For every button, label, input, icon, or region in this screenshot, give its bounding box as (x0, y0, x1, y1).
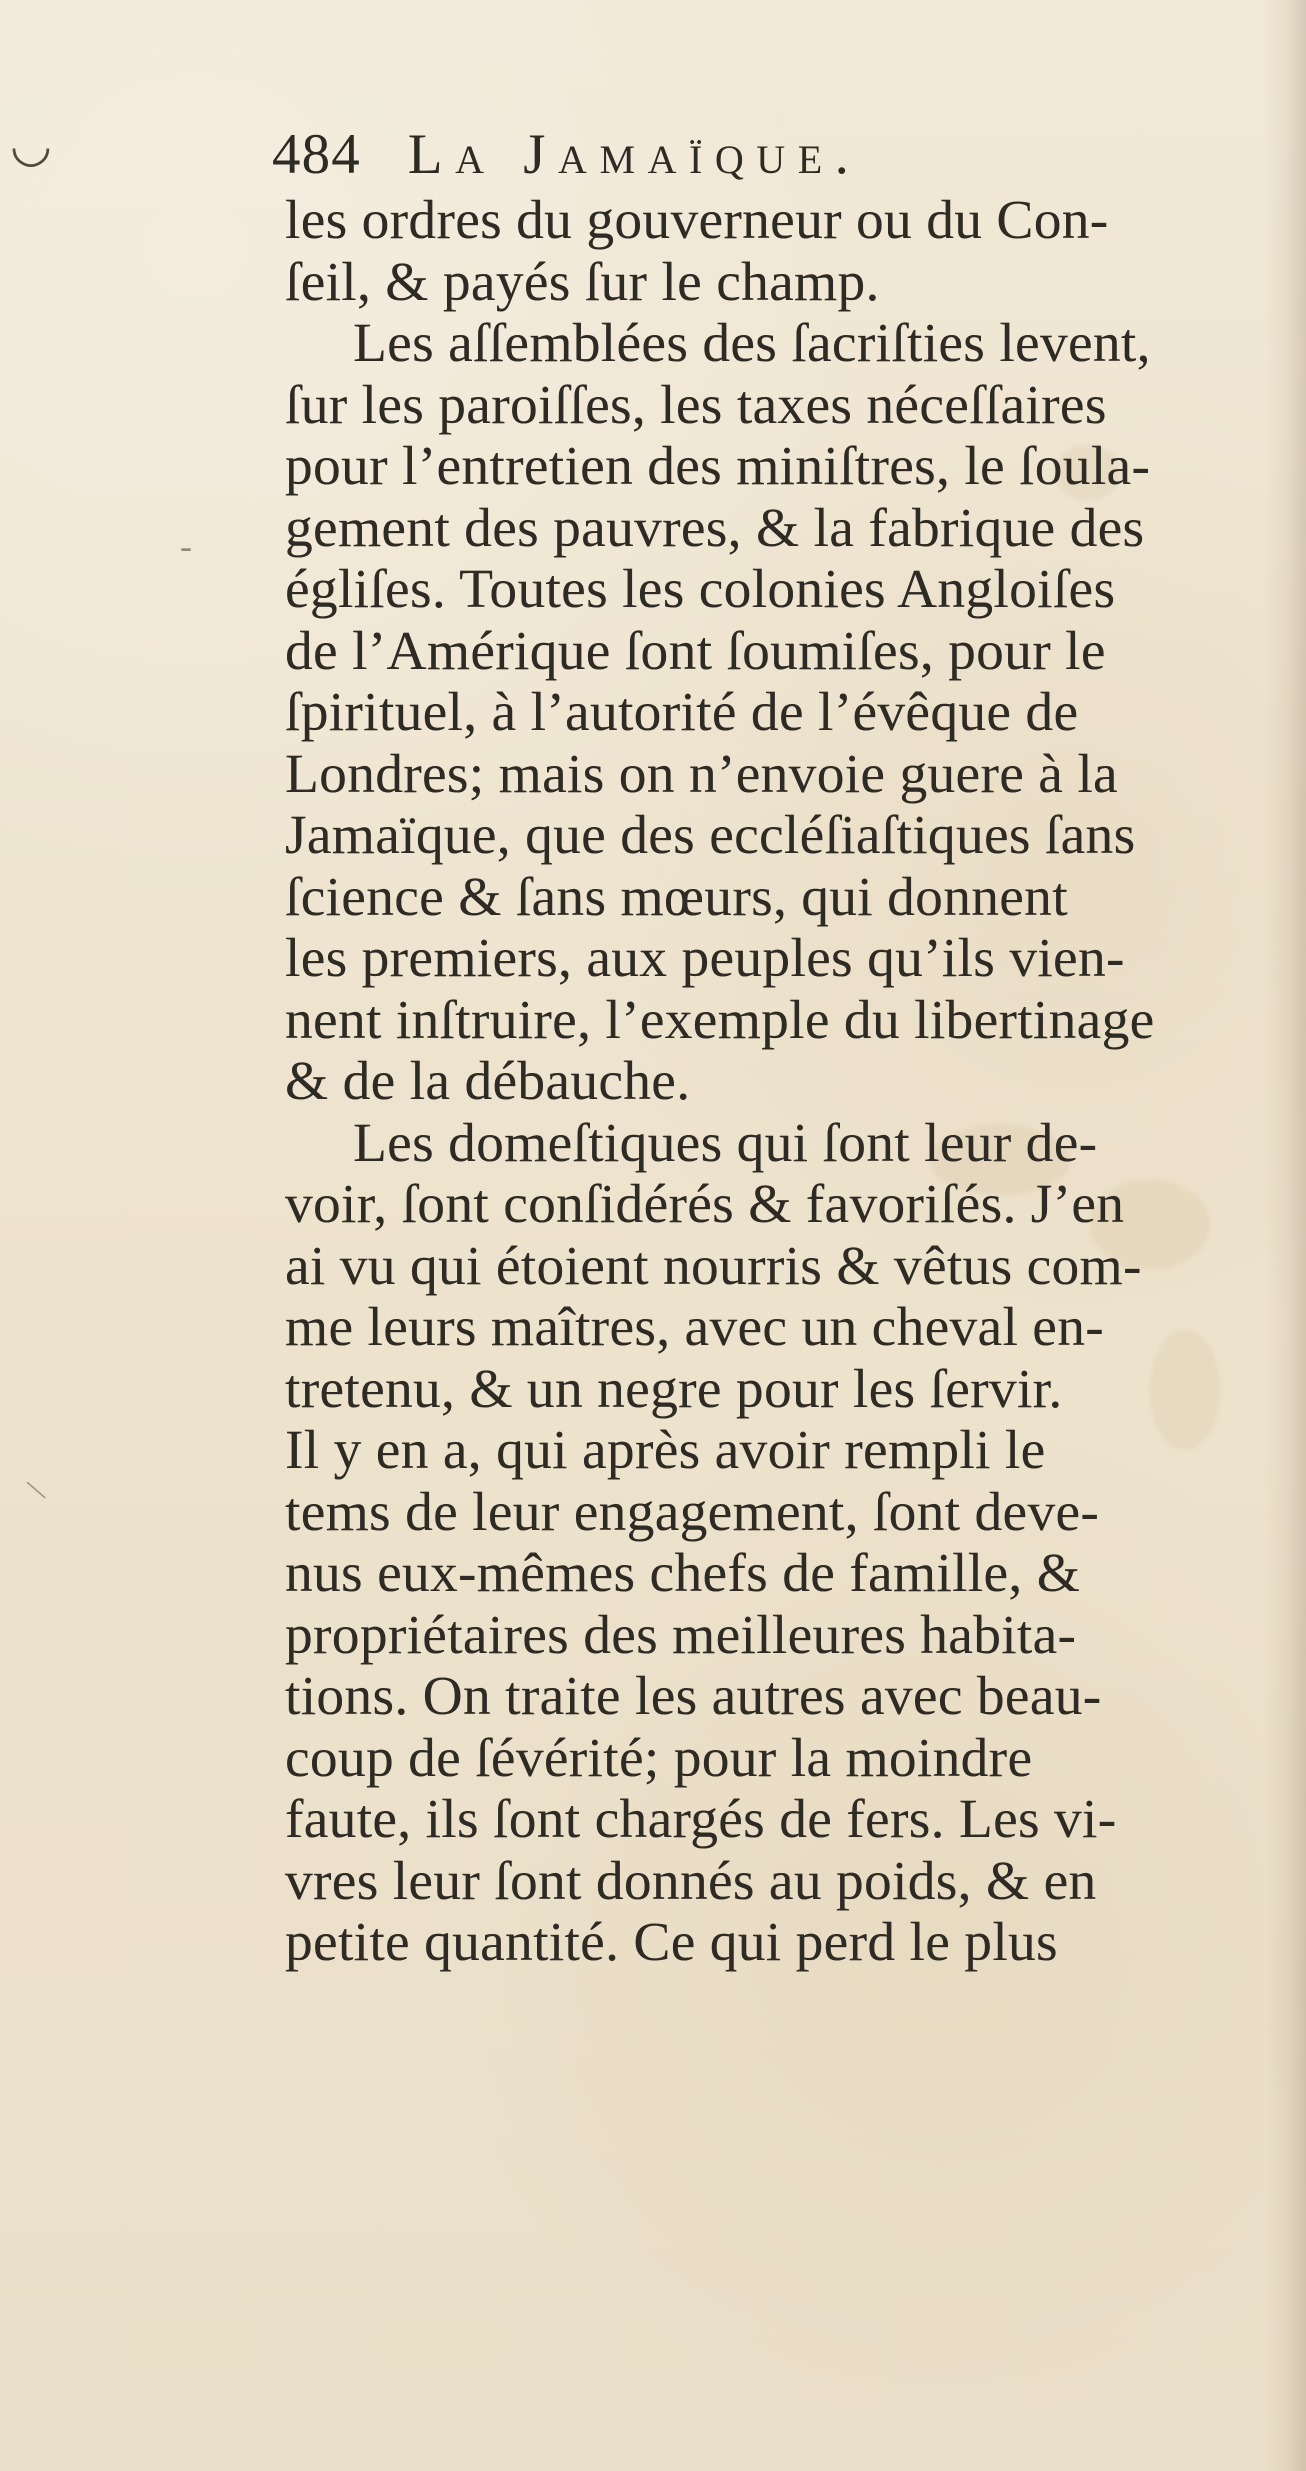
text-line: voir, ſont conſidérés & favoriſés. J’en (285, 1174, 1125, 1235)
page-header (272, 123, 1132, 188)
margin-mark: \ (23, 1472, 50, 1509)
text-line: nent inſtruire, l’exemple du libertinage (285, 989, 1155, 1051)
text-line: & de la débauche. (285, 1051, 691, 1112)
text-line: coup de ſévérité; pour la moindre (285, 1727, 1033, 1789)
text-line: Les domeſtiques qui ſont leur de- (353, 1112, 1098, 1174)
text-line: ſpirituel, à l’autorité de l’évêque de (285, 682, 1079, 743)
text-line: ai vu qui étoient nourris & vêtus com- (285, 1235, 1142, 1297)
text-line: les premiers, aux peuples qu’ils vien- (285, 928, 1125, 989)
text-line: égliſes. Toutes les colonies Angloiſes (285, 559, 1116, 620)
text-line: nus eux-mêmes chefs de famille, & (285, 1543, 1081, 1604)
text-line: tions. On traite les autres avec beau- (285, 1666, 1102, 1727)
text-line: tretenu, & un negre pour les ſervir. (285, 1358, 1063, 1420)
text-line: propriétaires des meilleures habita- (285, 1604, 1077, 1666)
text-line: petite quantité. Ce qui perd le plus (285, 1912, 1058, 1973)
text-line: Les aſſemblées des ſacriſties levent, (353, 313, 1151, 374)
margin-mark: - (180, 526, 192, 566)
text-line: me leurs maîtres, avec un cheval en- (285, 1297, 1104, 1358)
text-line: faute, ils ſont chargés de fers. Les vi- (285, 1789, 1117, 1850)
text-line: les ordres du gouverneur ou du Con- (285, 190, 1109, 251)
page-number: 484 (272, 123, 361, 186)
text-line: de l’Amérique ſont ſoumiſes, pour le (285, 620, 1106, 682)
text-line: pour l’entretien des miniſtres, le ſoula- (285, 436, 1151, 497)
text-line: tems de leur engagement, ſont deve- (285, 1481, 1100, 1543)
body-text (285, 190, 1285, 1974)
text-line: ſur les paroiſſes, les taxes néceſſaires (285, 374, 1107, 436)
text-line: Il y en a, qui après avoir rempli le (285, 1420, 1046, 1481)
text-line: gement des pauvres, & la fabrique des (285, 497, 1145, 559)
margin-mark: ◡ (10, 119, 52, 172)
text-line: ſcience & ſans mœurs, qui donnent (285, 866, 1068, 928)
text-line: Londres; mais on n’envoie guere à la (285, 743, 1118, 805)
running-title: La Jamaïque. (407, 123, 862, 186)
text-line: vres leur ſont donnés au poids, & en (285, 1850, 1097, 1912)
text-line: Jamaïque, que des eccléſiaſtiques ſans (285, 805, 1136, 866)
text-line: ſeil, & payés ſur le champ. (285, 251, 880, 313)
